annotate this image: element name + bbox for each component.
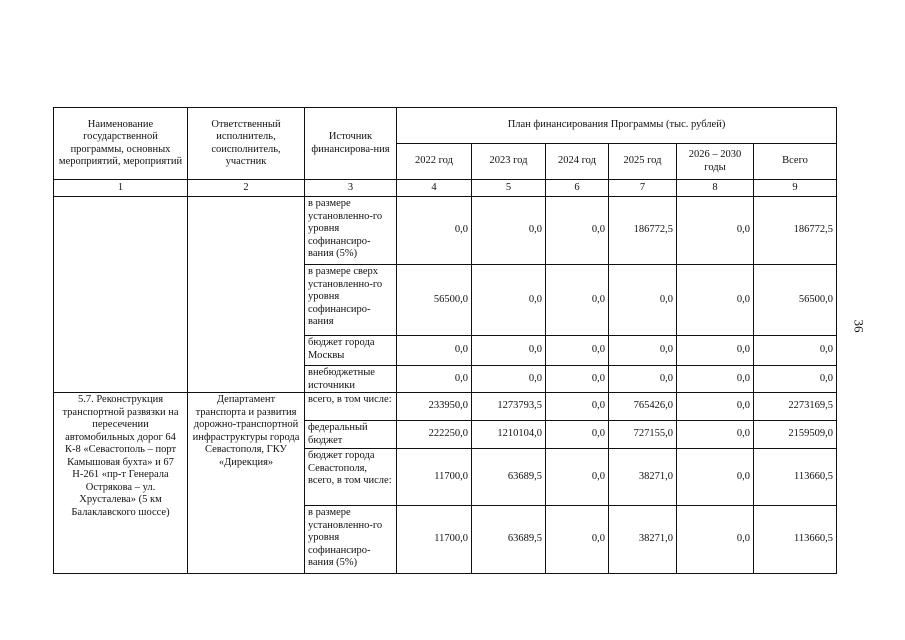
value-cell: 0,0 (677, 197, 754, 265)
page-number: 36 (851, 319, 867, 333)
col-index: 8 (677, 180, 754, 197)
value-cell: 0,0 (609, 366, 677, 393)
value-cell: 56500,0 (397, 265, 472, 336)
value-cell: 0,0 (546, 336, 609, 366)
value-cell: 186772,5 (609, 197, 677, 265)
source-cell: внебюджетные источники (305, 366, 397, 393)
value-cell: 0,0 (546, 449, 609, 506)
value-cell: 0,0 (397, 197, 472, 265)
value-cell: 63689,5 (472, 449, 546, 506)
value-cell: 38271,0 (609, 506, 677, 574)
header-source: Источник финансирова-ния (305, 108, 397, 180)
value-cell: 38271,0 (609, 449, 677, 506)
source-cell: всего, в том числе: (305, 393, 397, 421)
value-cell: 0,0 (677, 449, 754, 506)
col-index: 1 (54, 180, 188, 197)
source-cell: бюджет города Москвы (305, 336, 397, 366)
header-year: 2026 – 2030 годы (677, 144, 754, 180)
source-cell: бюджет города Севастополя, всего, в том числе: (305, 449, 397, 506)
value-cell: 0,0 (397, 336, 472, 366)
value-cell: 113660,5 (754, 506, 837, 574)
col-index: 5 (472, 180, 546, 197)
header-year: 2025 год (609, 144, 677, 180)
table-row (54, 197, 837, 265)
header-year: 2024 год (546, 144, 609, 180)
value-cell: 0,0 (472, 366, 546, 393)
header-executor: Ответственный исполнитель, соисполнитель, участник (188, 108, 305, 180)
header-plan: План финансирования Программы (тыс. рублей) (397, 108, 837, 144)
value-cell: 63689,5 (472, 506, 546, 574)
value-cell: 11700,0 (397, 449, 472, 506)
source-cell: в размере установленно-го уровня софинансиро-вания (5%) (305, 197, 397, 265)
header-name: Наименование государственной программы, основных мероприятий, мероприятий (54, 108, 188, 180)
name-cell-continued (54, 197, 188, 393)
value-cell: 186772,5 (754, 197, 837, 265)
value-cell: 0,0 (472, 336, 546, 366)
value-cell: 0,0 (677, 506, 754, 574)
value-cell: 0,0 (546, 366, 609, 393)
value-cell: 0,0 (472, 265, 546, 336)
value-cell: 11700,0 (397, 506, 472, 574)
value-cell: 2273169,5 (754, 393, 837, 421)
item-executor-cell: Департамент транспорта и развития дорожно-транспортной инфраструктуры города Севастополя, ГКУ «Дирекция» (188, 393, 305, 574)
table-row (54, 393, 837, 421)
source-cell: в размере сверх установленно-го уровня софинансиро-вания (305, 265, 397, 336)
financing-table (53, 107, 837, 574)
value-cell: 1273793,5 (472, 393, 546, 421)
value-cell: 0,0 (472, 197, 546, 265)
col-index: 3 (305, 180, 397, 197)
value-cell: 0,0 (546, 197, 609, 265)
header-total: Всего (754, 144, 837, 180)
value-cell: 0,0 (677, 393, 754, 421)
value-cell: 113660,5 (754, 449, 837, 506)
value-cell: 2159509,0 (754, 421, 837, 449)
value-cell: 0,0 (609, 336, 677, 366)
value-cell: 0,0 (677, 265, 754, 336)
value-cell: 0,0 (546, 265, 609, 336)
value-cell: 233950,0 (397, 393, 472, 421)
value-cell: 0,0 (754, 366, 837, 393)
value-cell: 0,0 (609, 265, 677, 336)
source-cell: федеральный бюджет (305, 421, 397, 449)
col-index: 6 (546, 180, 609, 197)
value-cell: 727155,0 (609, 421, 677, 449)
value-cell: 0,0 (397, 366, 472, 393)
value-cell: 0,0 (546, 393, 609, 421)
value-cell: 0,0 (677, 366, 754, 393)
value-cell: 56500,0 (754, 265, 837, 336)
value-cell: 0,0 (546, 506, 609, 574)
value-cell: 0,0 (677, 421, 754, 449)
value-cell: 1210104,0 (472, 421, 546, 449)
col-index: 7 (609, 180, 677, 197)
header-year: 2022 год (397, 144, 472, 180)
value-cell: 0,0 (546, 421, 609, 449)
value-cell: 0,0 (754, 336, 837, 366)
col-index: 9 (754, 180, 837, 197)
col-index: 4 (397, 180, 472, 197)
item-name-cell: 5.7. Реконструкция транспортной развязки на пересечении автомобильных дорог 64 К-8 «Севастополь – порт Камышовая бухта» и 67 Н-261 «пр-т Генерала Острякова – ул. Хрусталева» (5 км Балаклавского шоссе) (54, 393, 188, 574)
executor-cell-continued (188, 197, 305, 393)
value-cell: 0,0 (677, 336, 754, 366)
value-cell: 765426,0 (609, 393, 677, 421)
source-cell: в размере установленно-го уровня софинансиро-вания (5%) (305, 506, 397, 574)
value-cell: 222250,0 (397, 421, 472, 449)
col-index: 2 (188, 180, 305, 197)
header-year: 2023 год (472, 144, 546, 180)
